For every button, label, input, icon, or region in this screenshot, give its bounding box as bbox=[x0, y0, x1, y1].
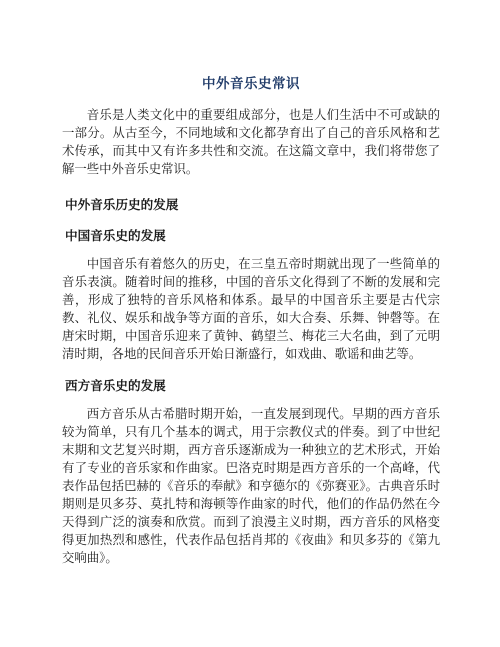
intro-paragraph: 音乐是人类文化中的重要组成部分，也是人们生活中不可或缺的一部分。从古至今，不同地域和文化都孕育出了自己的音乐风格和艺术传承，而其中又有许多共性和交流。在这篇文章中，我们将带您了解一些中外音乐史常识。 bbox=[62, 107, 440, 176]
chinese-music-paragraph: 中国音乐有着悠久的历史，在三皇五帝时期就出现了一些简单的音乐表演。随着时间的推移，中国的音乐文化得到了不断的发展和完善，形成了独特的音乐风格和体系。最早的中国音乐主要是古代宗教、礼仪、娱乐和战争等方面的音乐，如大合奏、乐舞、钟磬等。在唐宋时期，中国音乐迎来了黄钟、鹤望兰、梅花三大名曲，到了元明清时期，各地的民间音乐开始日渐盛行，如戏曲、歌谣和曲艺等。 bbox=[62, 256, 440, 361]
document-title: 中外音乐史常识 bbox=[202, 76, 300, 92]
document-page bbox=[62, 72, 440, 567]
western-music-paragraph: 西方音乐从古希腊时期开始，一直发展到现代。早期的西方音乐较为简单，只有几个基本的调式，用于宗教仪式的伴奏。到了中世纪末期和文艺复兴时期，西方音乐逐渐成为一种独立的艺术形式，开始有了专业的音乐家和作曲家。巴洛克时期是西方音乐的一个高峰，代表作品包括巴赫的《音乐的奉献》和亨德尔的《弥赛亚》。古典音乐时期则是贝多芬、莫扎特和海顿等作曲家的时代，他们的作品仍然在今天得到广泛的演奏和欣赏。而到了浪漫主义时期，西方音乐的风格变得更加热烈和感性，代表作品包括肖邦的《夜曲》和贝多芬的《第九交响曲》。 bbox=[62, 406, 440, 565]
section-heading-western-music: 西方音乐史的发展 bbox=[65, 378, 166, 393]
section-heading-chinese-music: 中国音乐史的发展 bbox=[65, 228, 166, 243]
section-heading-history: 中外音乐历史的发展 bbox=[65, 197, 179, 212]
